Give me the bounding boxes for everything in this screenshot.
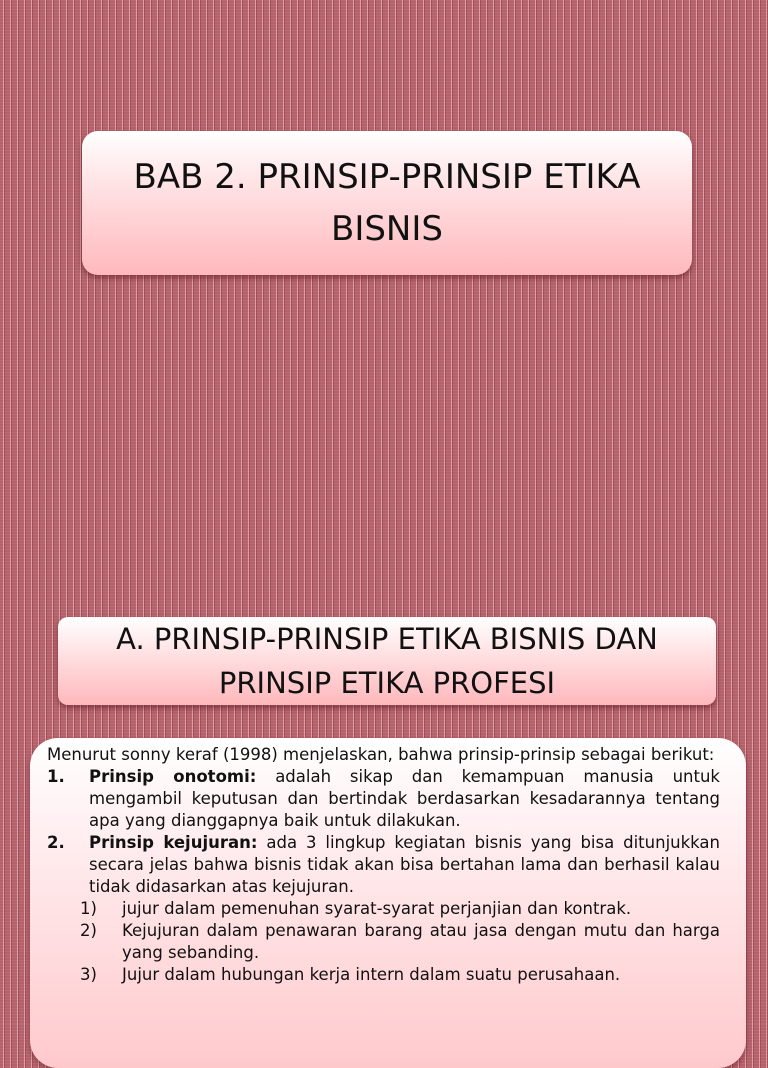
heading-box (58, 617, 716, 705)
sub-list-number: 2) (80, 921, 97, 940)
list-item (47, 832, 720, 898)
sub-list-text: Jujur dalam hubungan kerja intern dalam suatu perusahaan. (122, 965, 621, 984)
principle-description: adalah sikap dan kemampuan manusia untuk mengambil keputusan dan bertindak berdasarkan kesadarannya tentang apa yang dianggapnya baik untuk dilakukan. (89, 767, 720, 830)
principle-term: Prinsip onotomi: (89, 767, 257, 786)
intro-paragraph: Menurut sonny keraf (1998) menjelaskan, bahwa prinsip-prinsip sebagai berikut: (47, 745, 715, 764)
principle-description: ada 3 lingkup kegiatan bisnis yang bisa ditunjukkan secara jelas bahwa bisnis tidak akan bisa bertahan lama dan berhasil kalau tidak didasarkan atas kejujuran. (89, 833, 720, 896)
sub-list-item (80, 898, 720, 920)
content-box (30, 738, 746, 1068)
title-box (82, 131, 692, 275)
sub-list-text: Kejujuran dalam penawaran barang atau jasa dengan mutu dan harga yang sebanding. (122, 921, 720, 962)
section-heading: A. PRINSIP-PRINSIP ETIKA BISNIS DAN PRINSIP ETIKA PROFESI (116, 622, 658, 700)
sub-list-text: jujur dalam pemenuhan syarat-syarat perjanjian dan kontrak. (122, 899, 632, 918)
sub-list-item (80, 920, 720, 964)
content-text (47, 744, 720, 986)
sub-list-number: 1) (80, 899, 97, 918)
sub-list-number: 3) (80, 965, 97, 984)
list-body (89, 832, 720, 898)
slide-content (0, 512, 768, 1024)
sub-list-item (80, 964, 720, 986)
list-number: 2. (47, 833, 65, 852)
list-body (89, 766, 720, 832)
list-item (47, 766, 720, 832)
list-number: 1. (47, 767, 65, 786)
slide-title-text: BAB 2. PRINSIP-PRINSIP ETIKA BISNIS (133, 157, 641, 249)
slide-title (0, 0, 768, 512)
principle-term: Prinsip kejujuran: (89, 833, 258, 852)
